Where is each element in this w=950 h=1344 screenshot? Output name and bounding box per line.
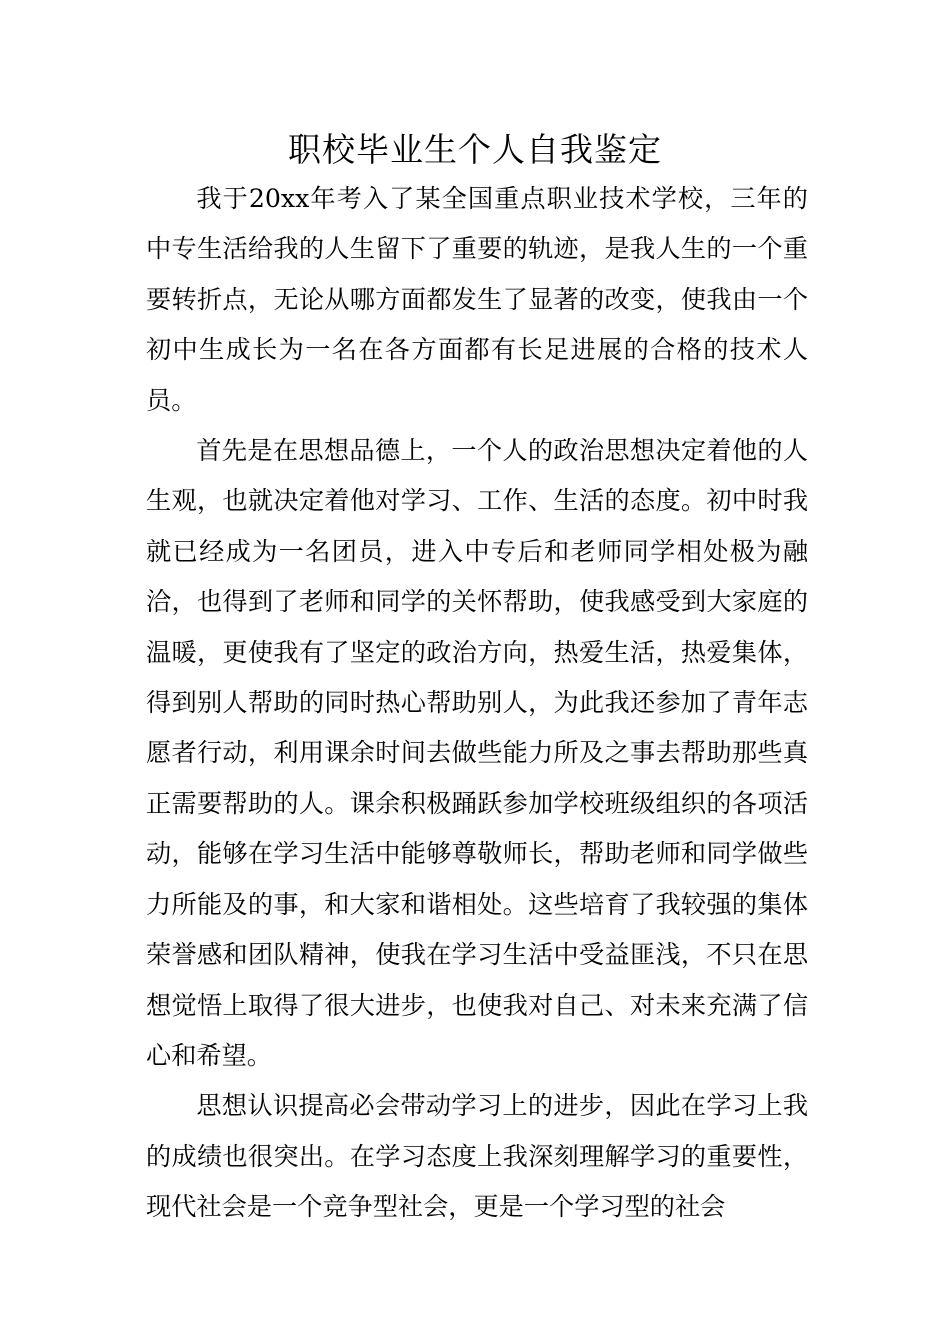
paragraph-2: 首先是在思想品德上，一个人的政治思想决定着他的人生观，也就决定着他对学习、工作、生活的态度。初中时我就已经成为一名团员，进入中专后和老师同学相处极为融洽，也得到了老师和同学的关怀帮助，使我感受到大家庭的温暖，更使我有了坚定的政治方向，热爱生活，热爱集体，得到别人帮助的同时热心帮助别人，为此我还参加了青年志愿者行动，利用课余时间去做些能力所及之事去帮助那些真正需要帮助的人。课余积极踊跃参加学校班级组织的各项活动，能够在学习生活中能够尊敬师长，帮助老师和同学做些力所能及的事，和大家和谐相处。这些培育了我较强的集体荣誉感和团队精神，使我在学习生活中受益匪浅，不只在思想觉悟上取得了很大进步，也使我对自己、对未来充满了信心和希望。 — [146, 436, 808, 1070]
paragraph-3: 思想认识提高必会带动学习上的进步，因此在学习上我的成绩也很突出。在学习态度上我深刻理解学习的重要性，现代社会是一个竞争型社会，更是一个学习型的社会 — [146, 1091, 808, 1222]
paragraph-1: 我于20xx年考入了某全国重点职业技术学校，三年的中专生活给我的人生留下了重要的轨迹，是我人生的一个重要转折点，无论从哪方面都发生了显著的改变，使我由一个初中生成长为一名在各方面都有长足进展的合格的技术人员。 — [146, 184, 808, 415]
document-title: 职校毕业生个人自我鉴定 — [288, 130, 662, 169]
document-body — [146, 174, 808, 1233]
